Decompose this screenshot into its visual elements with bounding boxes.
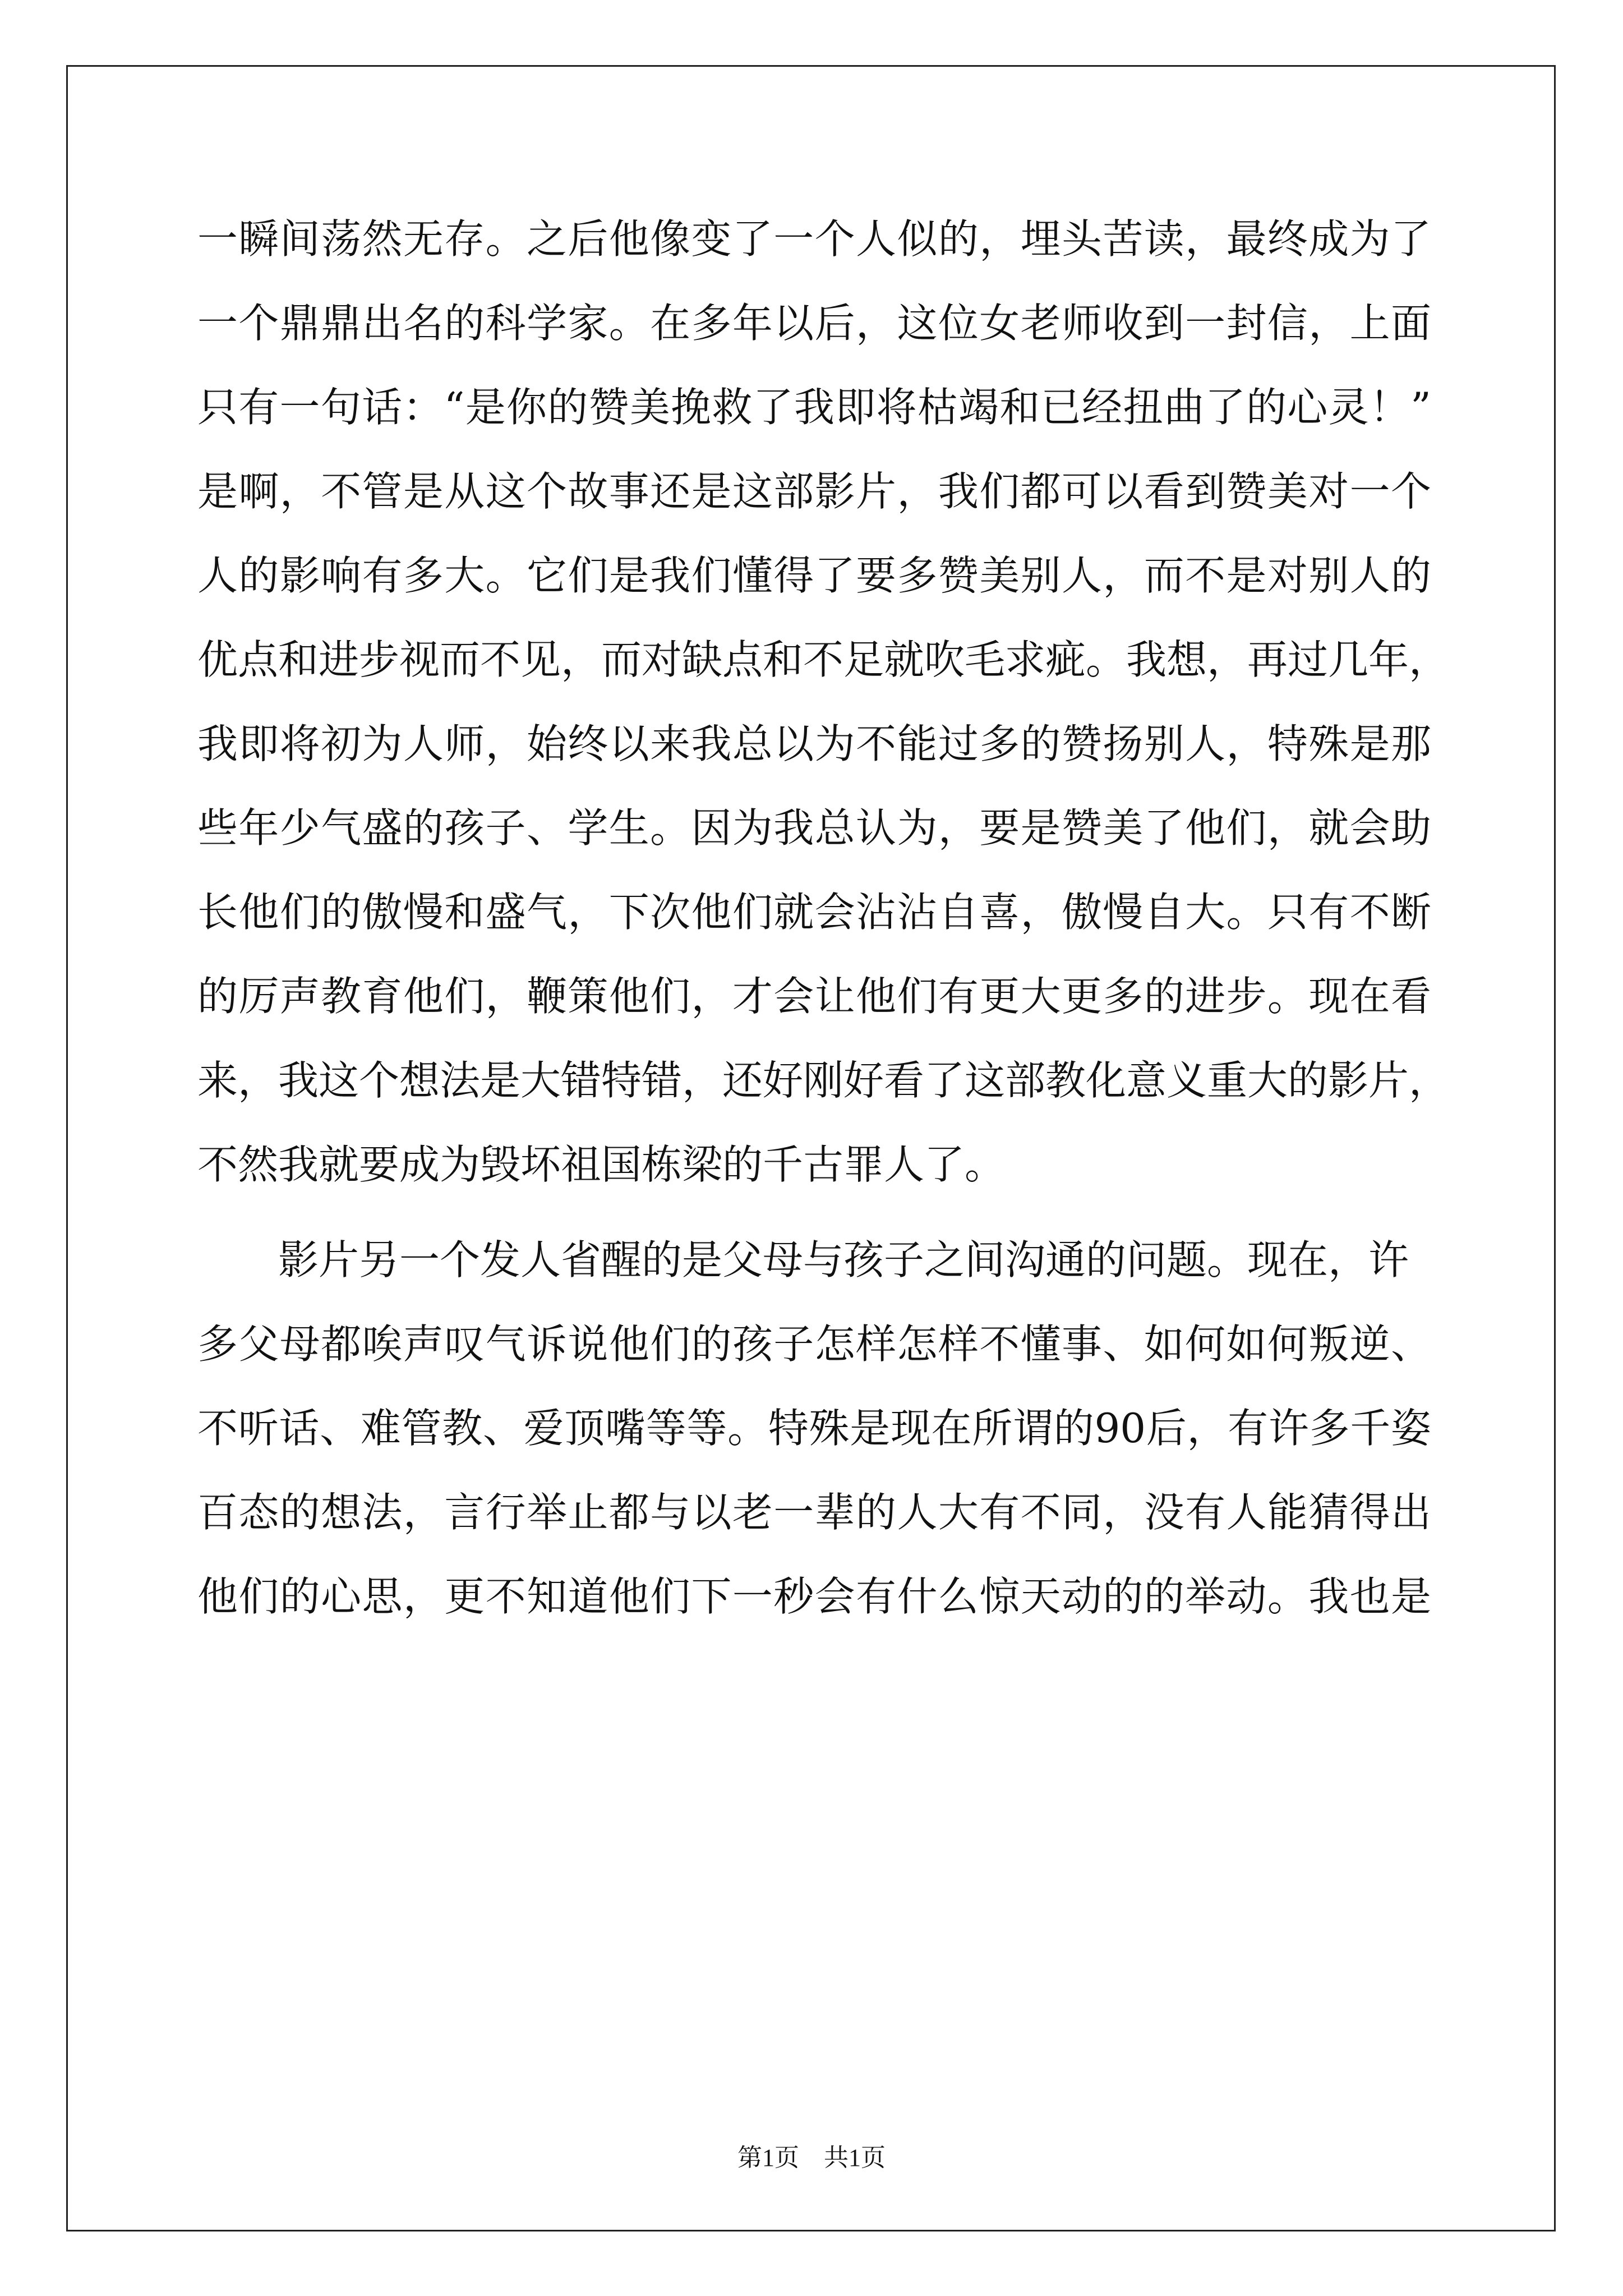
text-line: 不听话、难管教、爱顶嘴等等。特殊是现在所谓的90后，有许多千姿 (197, 1405, 1431, 1452)
page-number: 第1页 (737, 2144, 799, 2171)
page-count: 共1页 (824, 2144, 886, 2171)
paragraph (197, 1230, 1431, 1650)
text-line: 来，我这个想法是大错特错，还好刚好看了这部教化意义重大的影片， (197, 1057, 1450, 1104)
text-line: 些年少气盛的孩子、学生。因为我总认为，要是赞美了他们，就会助 (197, 804, 1431, 852)
text-line: 多父母都唉声叹气诉说他们的孩子怎样怎样不懂事、如何如何叛逆、 (197, 1320, 1431, 1368)
paragraph (197, 209, 1450, 1218)
text-line: 影片另一个发人省醒的是父母与孩子之间沟通的问题。现在，许 (278, 1236, 1409, 1283)
text-line: 百态的想法，言行举止都与以老一辈的人大有不同，没有人能猜得出 (197, 1489, 1431, 1536)
text-line: 长他们的傲慢和盛气，下次他们就会沾沾自喜，傲慢自大。只有不断 (197, 889, 1431, 936)
text-line: 他们的心思，更不知道他们下一秒会有什么惊天动的的举动。我也是 (197, 1573, 1431, 1620)
text-line: 一个鼎鼎出名的科学家。在多年以后，这位女老师收到一封信，上面 (197, 300, 1431, 347)
text-line: 只有一句话：“是你的赞美挽救了我即将枯竭和已经扭曲了的心灵！” (197, 384, 1431, 431)
text-line: 不然我就要成为毁坏祖国栋梁的千古罪人了。 (197, 1141, 1006, 1188)
text-line: 是啊，不管是从这个故事还是这部影片，我们都可以看到赞美对一个 (197, 468, 1431, 515)
document-body (197, 209, 1450, 1650)
text-line: 的厉声教育他们，鞭策他们，才会让他们有更大更多的进步。现在看 (197, 973, 1431, 1020)
text-line: 我即将初为人师，始终以来我总以为不能过多的赞扬别人，特殊是那 (197, 720, 1431, 767)
text-line: 优点和进步视而不见，而对缺点和不足就吹毛求疵。我想，再过几年， (197, 636, 1450, 683)
text-line: 人的影响有多大。它们是我们懂得了要多赞美别人，而不是对别人的 (197, 552, 1431, 599)
page-footer (0, 2137, 1623, 2173)
text-line: 一瞬间荡然无存。之后他像变了一个人似的，埋头苦读，最终成为了 (197, 215, 1431, 263)
